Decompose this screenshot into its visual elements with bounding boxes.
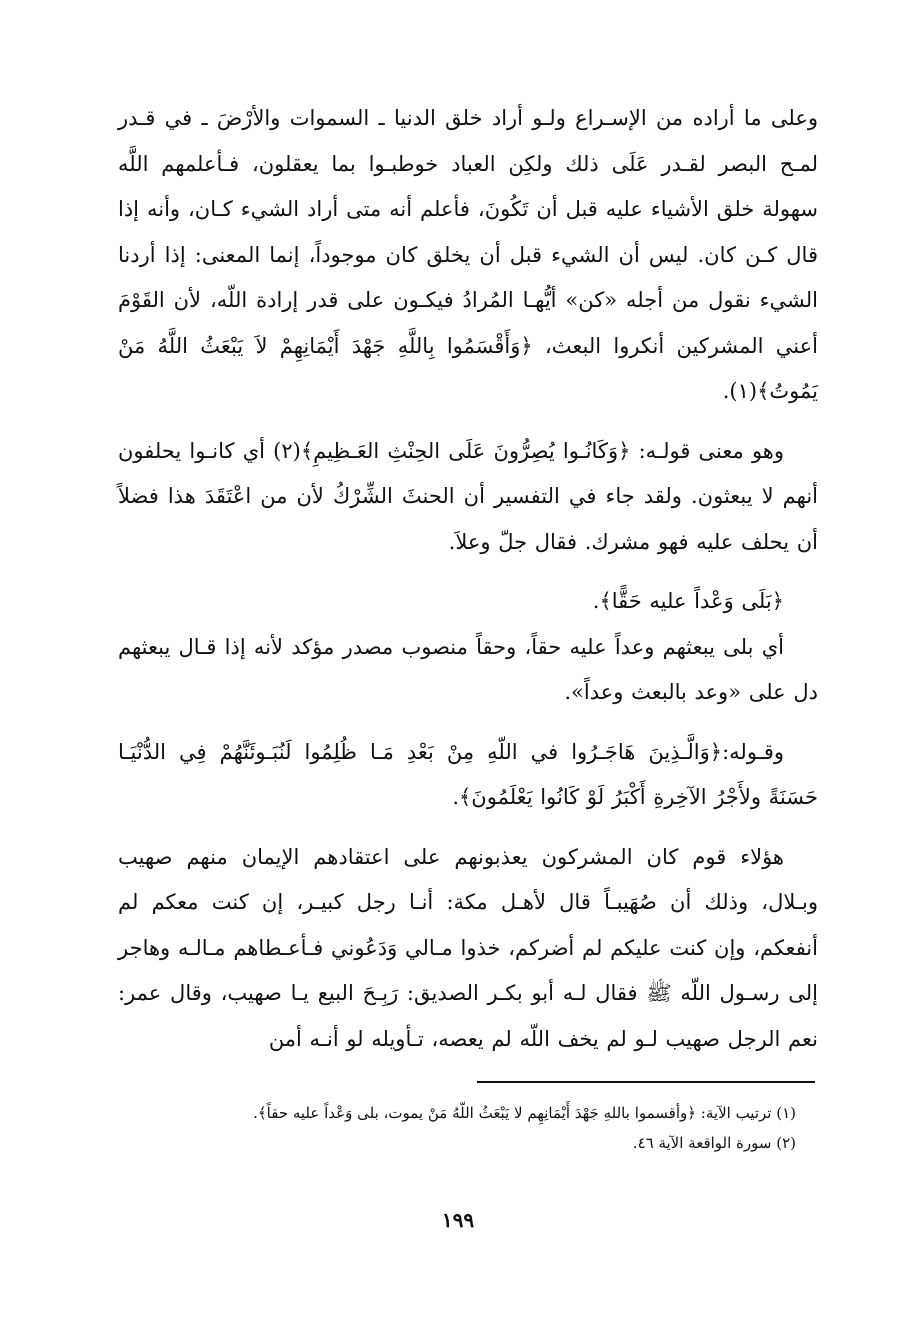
paragraph-3-verse: ﴿بَلَى وَعْداً عليه حَقًّا﴾.	[592, 589, 784, 613]
footnote-divider	[477, 1081, 815, 1083]
paragraph-2: وهو معنى قولـه: ﴿وَكَانُـوا يُصِرُّونَ عَلَى الحِنْثِ العَـظِيمِ﴾(٢) أي كانـوا يحلفون أنهم لا يبعثون. ولقد جاء في التفسير أن الحنثَ الشِّرْكُ لأن من اعْتَقَدَ هذا فضلاً أن يحلف عليه فهو مشرك. فقال جلّ وعلاَ.	[118, 438, 818, 554]
page-number: ١٩٩	[441, 1208, 475, 1232]
paragraph-6: هؤلاء قوم كان المشركون يعذبونهم على اعتقادهم الإيمان منهم صهيب وبـلال، وذلك أن صُهَيبـاً قال لأهـل مكة: أنـا رجل كبيـر، إن كنت معكم لم أنفعكم، وإن كنت عليكم لم أضركم، خذوا مـالي وَدَعُوني فـأعـطاهم مـالـه وهاجر إلى رسـول اللّه ﷺ فقال لـه أبو بكـر الصديق: رَبِـحَ البيع يـا صهيب، وقال عمر: نعم الرجل صهيب لـو لم يخف اللّه لم يعصه، تـأويله لو أنـه أمن	[118, 844, 818, 1051]
main-text	[118, 96, 818, 1062]
paragraph-5-verse: وقـوله:﴿وَالَّـذِينَ هَاجَـرُوا في اللّهِ مِنْ بَعْدِ مَـا ظُلِمُوا لَنُبَـوئَنَّهُمْ فِي الدُّنْيَـا حَسَنَةً ولأَجْرُ الآخِرةِ أَكْبَرُ لَوْ كَانُوا يَعْلَمُونَ﴾.	[118, 739, 818, 809]
footnotes	[118, 1098, 818, 1158]
paragraph-1: وعلى ما أراده من الإسـراع ولـو أراد خلق الدنيا ـ السموات والأرْضَ ـ في قـدر لمـح البصر لقـدر عَلَى ذلك ولكِن العباد خوطبـوا بما يعقلون، فـأعلمهم اللَّه سهولة خلق الأشياء عليه قبل أن تَكُونَ، فأعلم أنه متى أراد الشيء كـان، وأنه إذا قال كـن كان. ليس أن الشيء قبل أن يخلق كان موجوداً، إنما المعنى: إذا أردنا الشيء نقول من أجله «كن» أيُّهـا المُرادُ فيكـون على قدر إرادة اللّه، لأن القَوْمَ أعني المشركين أنكروا البعث، ﴿وَأَقْسَمُوا بِاللَّهِ جَهْدَ أَيْمَانِهِمْ لاَ يَبْعَثُ اللَّهُ مَنْ يَمُوتُ﴾(١).	[118, 106, 818, 403]
footnote-2: (٢) سورة الواقعة الآية ٤٦.	[632, 1134, 796, 1152]
footnote-1: (١) ترتيب الآية: ﴿وأقسموا باللهِ جَهْدَ أَيْمَانِهِم لا يَبْعَثُ اللّهُ مَنْ يموت، بلى وَعْداً عليه حقاً﴾.	[253, 1104, 796, 1122]
paragraph-4: أي بلى يبعثهم وعداً عليه حقاً، وحقاً منصوب مصدر مؤكد لأنه إذا قـال يبعثهم دل على «وعد بالبعث وعداً».	[118, 634, 818, 704]
